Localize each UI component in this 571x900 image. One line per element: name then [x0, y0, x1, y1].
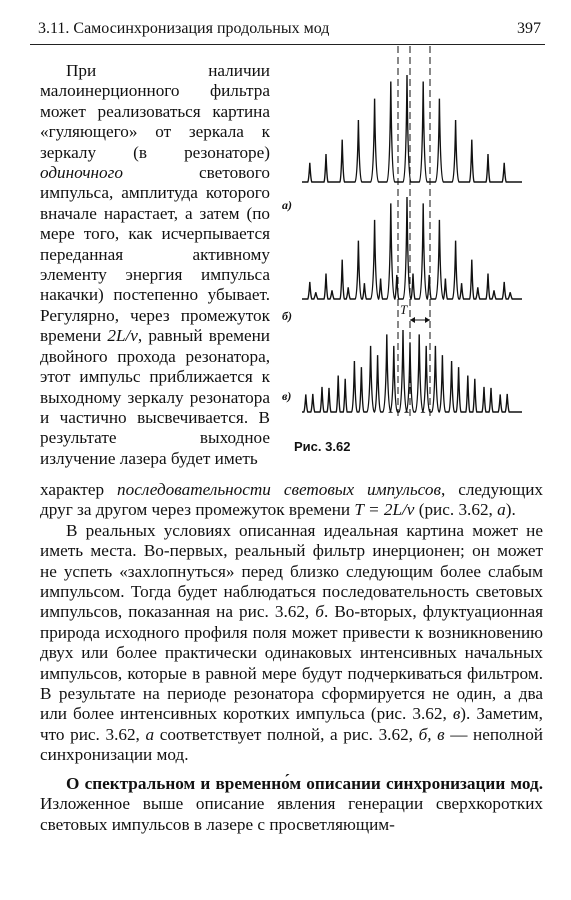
full-width-text — [40, 480, 543, 835]
period-label: T — [400, 302, 408, 317]
emphasis: а — [497, 500, 506, 520]
section-title: 3.11. Самосинхронизация продольных мод — [38, 20, 330, 37]
paragraph-3 — [40, 774, 543, 835]
wrapped-paragraph — [40, 61, 270, 469]
text-run: ). — [505, 500, 516, 520]
pulse-train-b — [302, 197, 522, 299]
text-run: характер — [40, 480, 118, 499]
text-run: — неполной синхронизации мод. — [40, 724, 543, 765]
pulse-train-c — [302, 330, 522, 412]
emphasis: одиночного — [40, 163, 123, 183]
paragraph-1 — [40, 61, 270, 469]
running-header — [30, 20, 545, 45]
text-run: (рис. 3.62, — [414, 500, 498, 520]
text-run: Изложенное выше описание явления генерации сверхкоротких световых импульсов в лазере с просветляющим- — [40, 794, 543, 834]
pulse-train-a — [302, 75, 522, 182]
figure-3-62 — [282, 44, 544, 464]
emphasis: последовательности световых импульсов — [117, 480, 441, 499]
text-run: светового импульса, амплитуда которого вначале нарастает, а затем (по мере того, как исчерпывается переданная активному элементу энергия импульса накачки) постепенно убывает. Регулярно, через промежуток времени — [40, 163, 270, 346]
figure-caption: Рис. 3.62 — [294, 439, 351, 454]
label-a: а) — [282, 198, 292, 212]
page-number: 397 — [517, 20, 541, 37]
period-arrow-right-head — [425, 317, 430, 323]
text-run: При наличии малоинерционного фильтра может реализоваться картина «гуляющего» от зеркала к зеркалу (в резонаторе) — [40, 61, 270, 162]
text-run: В реальных условиях описанная идеальная картина может не иметь места. Во-первых, реальный фильтр инерционен; он может не успеть «захлопнуться» перед близко следующим более слабым импульсом. Тогда будет наблюдаться последовательность световых импульсов, показанная на рис. 3.62, — [40, 520, 543, 622]
emphasis: в — [452, 704, 461, 724]
text-run: ). Заметим, что рис. 3.62, — [40, 704, 543, 744]
paragraph-1-continued — [40, 480, 543, 521]
text-run: . Во-вторых, флуктуационная природа исходного профиля поля может привести к возникновению двух или более практически одинаковых интенсивных начальных импульсов, которые в равной мере будут подчеркиваться фильтром. В результате на периоде резонатора сформируется не один, а два или более интенсивных коротких импульса (рис. 3.62, — [40, 602, 543, 724]
text-run: , следующих друг за другом через промежуток времени — [40, 480, 544, 520]
text-run: соответствует полной, а рис. 3.62, — [154, 724, 419, 744]
paragraph-2 — [40, 521, 543, 766]
period-arrow-left-head — [410, 317, 415, 323]
emphasis: а — [145, 724, 155, 744]
pulse-train-diagram — [282, 44, 544, 434]
emphasis: б, в — [418, 724, 445, 744]
run-in-heading: О спектральном и временно́м описании синхронизации мод. — [66, 773, 543, 793]
formula: 2L/v — [107, 326, 138, 346]
label-b: б) — [282, 309, 292, 323]
text-run: , равный времени двойного прохода резонатора, этот импульс приближается к выходному зеркалу резонатора и частично высвечивается. В результате выходное излучение лазера будет иметь — [40, 326, 270, 468]
label-c: в) — [282, 389, 292, 403]
formula: T = 2L/v — [354, 500, 415, 520]
emphasis: б — [315, 602, 324, 622]
